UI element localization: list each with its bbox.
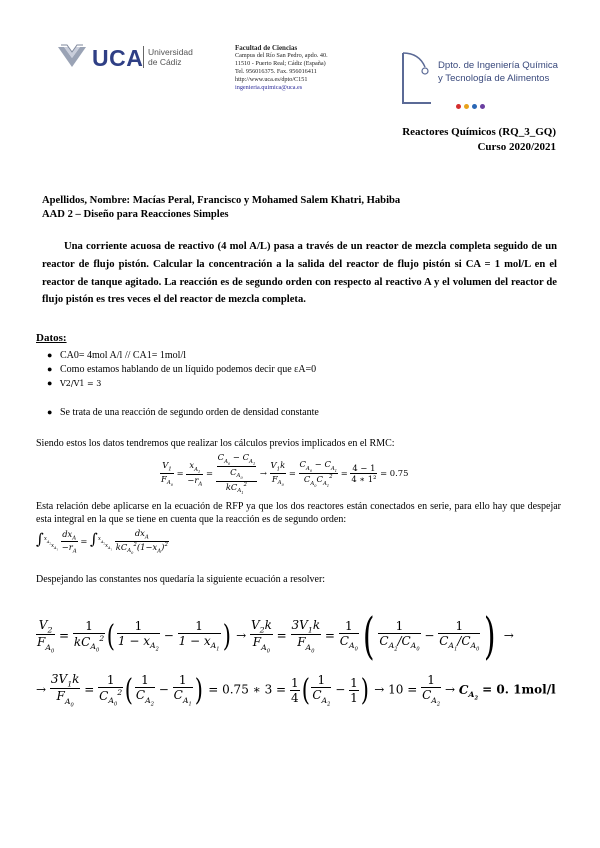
data-item-text: CA0= 4mol A/l // CA1= 1mol/l xyxy=(60,350,187,361)
faculty-url[interactable]: http://www.uca.es/dpto/C151 xyxy=(235,76,308,84)
data-item-text: V2/V1 = 3 xyxy=(60,379,102,388)
data-item xyxy=(47,378,102,389)
student-names: Apellidos, Nombre: Macías Peral, Francisco y Mohamed Salem Khatri, Habiba xyxy=(42,195,401,206)
data-section-title: Datos: xyxy=(36,332,67,344)
bullet-icon: ● xyxy=(47,407,53,417)
final-result: 0. 1mol/l xyxy=(496,682,556,697)
eq1-numerator: 4 − 1 xyxy=(350,463,377,474)
equation-final: → $\frac{3V_1k}{F_{A_0}}$ = $\frac{1}{C_{A_0}^2}$ ( $\frac{1}{C_{A_2}}$ − $\frac{1}{C_{A_1}}$ ) = 0.75 ∗ 3 = $\frac{1}{4}$ ( $\frac{1}{C_{A_2}}$ − $\frac{1}{1}$ ) → 10 = $\frac{1}{C_{A_2}}$ → $C_{A_2} = 0$. 1mol/l xyxy=(36,672,556,709)
course-code: Reactores Químicos (RQ_3_GQ) xyxy=(402,126,556,138)
eq3-ten: → 10 = xyxy=(374,682,418,697)
bullet-icon: ● xyxy=(47,350,53,360)
eq1-result: = 0.75 xyxy=(380,468,409,479)
faculty-line: Tel. 956016375. Fax. 956016411 xyxy=(235,68,317,76)
equation-rmc: $\frac{V_1}{F_{A_0}}$ = $\frac{x_{A_1}}{-r_A}$ = $\frac{\frac{C_{A_0} - C_{A_1}}{C_{A_0}}}{kC_{A_1}^2}$ → $\frac{V_1k}{F_{A_0}}$ = $\frac{C_{A_0} - C_{A_1}}{C_{A_0}C_{A_1}^2}$ = $\frac{4 - 1}{\text{4 ∗ 1²}}$ = 0.75 xyxy=(161,452,409,496)
uca-wordmark: UCA xyxy=(92,45,144,71)
department-logo-icon xyxy=(399,47,439,107)
dot-icon xyxy=(472,104,477,109)
course-year: Curso 2020/2021 xyxy=(477,141,556,153)
dot-icon xyxy=(480,104,485,109)
department-line-2: y Tecnología de Alimentos xyxy=(438,73,550,84)
university-line-2: de Cádiz xyxy=(148,57,182,67)
dot-icon xyxy=(464,104,469,109)
problem-statement: Una corriente acuosa de reactivo (4 mol A/L) pasa a través de un reactor de mezcla completa seguido de un reactor de flujo pistón. Calcular la concentración a la salida del reactor de flujo pistón si CA = 1 mol/L en el reactor de tanque agitado. La reacción es de segundo orden con respecto al reactivo A y el volumen del reactor de flujo pistón es tres veces el del reactor de mezcla completa. xyxy=(42,241,557,306)
bullet-icon: ● xyxy=(47,364,53,374)
equation-rfp: $\frac{V_2}{F_{A_0}}$ = $\frac{1}{kC_{A_0}^2}$ ( $\frac{1}{1 - x_{A_2}}$ − $\frac{1}{1 - x_{A_1}}$ ) → $\frac{V_2k}{F_{A_0}}$ = $\frac{3V_1k}{F_{A_0}}$ = $\frac{1}{C_{A_0}}$ ( $\frac{1}{C_{A_2}/C_{A_0}}$ − $\frac{1}{C_{A_1}/C_{A_0}}$ ) → xyxy=(37,607,514,665)
data-item xyxy=(47,364,317,375)
faculty-email[interactable]: ingenieria.quimica@uca.es xyxy=(235,84,303,92)
eq3-middle: = 0.75 ∗ 3 = xyxy=(208,682,287,697)
data-item xyxy=(47,407,319,418)
calc-intro: Siendo estos los datos tendremos que realizar los cálculos previos implicados en el RMC: xyxy=(36,438,395,449)
university-name xyxy=(148,47,193,67)
data-item-text: Como estamos hablando de un líquido podemos decir que εA=0 xyxy=(60,364,317,375)
faculty-line: 11510 - Puerto Real; Cádiz (España) xyxy=(235,60,326,68)
department-dots xyxy=(456,94,488,113)
data-item-text: Se trata de una reacción de segundo orden de densidad constante xyxy=(60,407,319,418)
uca-logo-icon xyxy=(55,43,89,69)
university-line-1: Universidad xyxy=(148,47,193,57)
faculty-info xyxy=(235,44,328,93)
calc-rfp-text: Esta relación debe aplicarse en la ecuación de RFP ya que los dos reactores están conectados en serie, para ello hay que despejar esta integral en la que se tiene en cuenta que la reacción es de segundo orden: xyxy=(36,501,561,525)
data-item xyxy=(47,350,187,361)
assignment-title: AAD 2 – Diseño para Reacciones Simples xyxy=(42,209,229,220)
department-name xyxy=(438,59,558,85)
eq1-denominator: 4 ∗ 1² xyxy=(351,474,377,485)
student-info xyxy=(42,194,400,222)
department-line-1: Dpto. de Ingeniería Química xyxy=(438,60,558,71)
calc-constants-text: Despejando las constantes nos quedaría la siguiente ecuación a resolver: xyxy=(36,574,326,585)
equation-integral: ∫$^{x_{A_2}}_{x_{A_1}}$ $\frac{dx_A}{-r_A}$ = ∫$^{x_{A_2}}_{x_{A_1}}$ $\frac{dx_A}{kC_{A_0}^2(1-x_A)^2}$ xyxy=(36,528,168,556)
faculty-title: Facultad de Ciencias xyxy=(235,44,298,52)
course-header xyxy=(340,125,556,155)
faculty-line: Campus del Río San Pedro, apdo. 40. xyxy=(235,52,328,60)
dot-icon xyxy=(456,104,461,109)
bullet-icon: ● xyxy=(47,378,53,388)
logo-divider xyxy=(143,46,144,68)
